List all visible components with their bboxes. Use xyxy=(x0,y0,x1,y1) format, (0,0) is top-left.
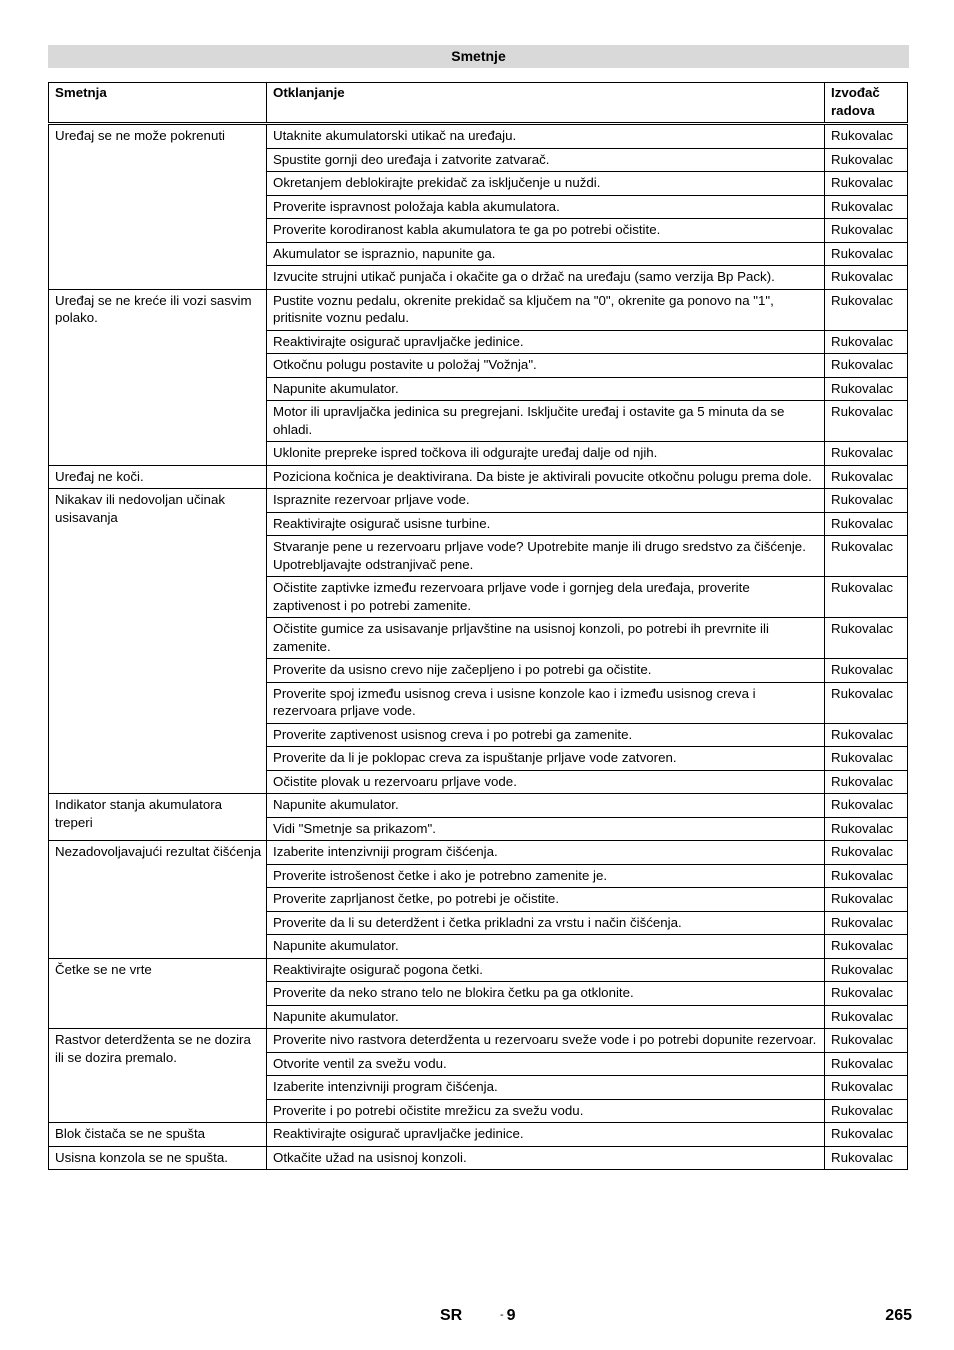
remedy-cell: Reaktivirajte osigurač usisne turbine. xyxy=(267,512,825,536)
footer-section-number: 9 xyxy=(506,1307,516,1324)
by-cell: Rukovalac xyxy=(825,864,908,888)
remedy-cell: Vidi "Smetnje sa prikazom". xyxy=(267,817,825,841)
remedy-cell: Proverite ispravnost položaja kabla akumulatora. xyxy=(267,195,825,219)
table-row xyxy=(49,958,908,982)
remedy-cell: Proverite nivo rastvora deterdženta u rezervoaru sveže vode i po potrebi dopunite rezervoar. xyxy=(267,1029,825,1053)
by-cell: Rukovalac xyxy=(825,682,908,723)
by-cell: Rukovalac xyxy=(825,958,908,982)
by-cell: Rukovalac xyxy=(825,1029,908,1053)
fault-cell: Blok čistača se ne spušta xyxy=(49,1123,267,1147)
by-cell: Rukovalac xyxy=(825,442,908,466)
by-cell: Rukovalac xyxy=(825,723,908,747)
by-cell: Rukovalac xyxy=(825,1099,908,1123)
by-cell: Rukovalac xyxy=(825,148,908,172)
table-body xyxy=(49,124,908,1170)
by-cell: Rukovalac xyxy=(825,747,908,771)
remedy-cell: Otkočnu polugu postavite u položaj "Vožnja". xyxy=(267,354,825,378)
remedy-cell: Reaktivirajte osigurač upravljačke jedinice. xyxy=(267,330,825,354)
table-row xyxy=(49,289,908,330)
remedy-cell: Proverite istrošenost četke i ako je potrebno zamenite je. xyxy=(267,864,825,888)
remedy-cell: Utaknite akumulatorski utikač na uređaju. xyxy=(267,124,825,149)
remedy-cell: Stvaranje pene u rezervoaru prljave vode? Upotrebite manje ili drugo sredstvo za čišćenje. Upotrebljavajte odstranjivač pene. xyxy=(267,536,825,577)
by-cell: Rukovalac xyxy=(825,1146,908,1170)
by-cell: Rukovalac xyxy=(825,172,908,196)
table-row xyxy=(49,124,908,149)
remedy-cell: Napunite akumulator. xyxy=(267,377,825,401)
by-cell: Rukovalac xyxy=(825,289,908,330)
remedy-cell: Okretanjem deblokirajte prekidač za isključenje u nuždi. xyxy=(267,172,825,196)
remedy-cell: Reaktivirajte osigurač upravljačke jedinice. xyxy=(267,1123,825,1147)
by-cell: Rukovalac xyxy=(825,330,908,354)
remedy-cell: Pustite voznu pedalu, okrenite prekidač sa ključem na "0", okrenite ga ponovo na "1", pritisnite voznu pedalu. xyxy=(267,289,825,330)
remedy-cell: Očistite plovak u rezervoaru prljave vode. xyxy=(267,770,825,794)
by-cell: Rukovalac xyxy=(825,354,908,378)
remedy-cell: Proverite da li je poklopac creva za ispuštanje prljave vode zatvoren. xyxy=(267,747,825,771)
by-cell: Rukovalac xyxy=(825,536,908,577)
by-cell: Rukovalac xyxy=(825,935,908,959)
remedy-cell: Proverite korodiranost kabla akumulatora te ga po potrebi očistite. xyxy=(267,219,825,243)
remedy-cell: Očistite zaptivke između rezervoara prljave vode i gornjeg dela uređaja, proverite zaptivenost i po potrebi zamenite. xyxy=(267,577,825,618)
by-cell: Rukovalac xyxy=(825,888,908,912)
by-cell: Rukovalac xyxy=(825,377,908,401)
table-row xyxy=(49,841,908,865)
by-cell: Rukovalac xyxy=(825,219,908,243)
remedy-cell: Proverite zaptivenost usisnog creva i po potrebi ga zamenite. xyxy=(267,723,825,747)
remedy-cell: Izaberite intenzivniji program čišćenja. xyxy=(267,1076,825,1100)
remedy-cell: Spustite gornji deo uređaja i zatvorite zatvarač. xyxy=(267,148,825,172)
remedy-cell: Akumulator se ispraznio, napunite ga. xyxy=(267,242,825,266)
by-cell: Rukovalac xyxy=(825,242,908,266)
table-row xyxy=(49,1029,908,1053)
fault-cell: Uređaj ne koči. xyxy=(49,465,267,489)
remedy-cell: Proverite da neko strano telo ne blokira četku pa ga otklonite. xyxy=(267,982,825,1006)
by-cell: Rukovalac xyxy=(825,512,908,536)
remedy-cell: Ispraznite rezervoar prljave vode. xyxy=(267,489,825,513)
table-row xyxy=(49,489,908,513)
by-cell: Rukovalac xyxy=(825,195,908,219)
footer-dash: - xyxy=(500,1309,504,1321)
header-fault: Smetnja xyxy=(49,83,267,124)
table-row xyxy=(49,465,908,489)
troubleshooting-table xyxy=(48,82,908,1170)
by-cell: Rukovalac xyxy=(825,794,908,818)
fault-cell: Uređaj se ne kreće ili vozi sasvim polako. xyxy=(49,289,267,465)
header-by: Izvođač radova xyxy=(825,83,908,124)
by-cell: Rukovalac xyxy=(825,266,908,290)
by-cell: Rukovalac xyxy=(825,770,908,794)
by-cell: Rukovalac xyxy=(825,401,908,442)
by-cell: Rukovalac xyxy=(825,1076,908,1100)
table-row xyxy=(49,794,908,818)
fault-cell: Nezadovoljavajući rezultat čišćenja xyxy=(49,841,267,959)
by-cell: Rukovalac xyxy=(825,911,908,935)
remedy-cell: Proverite spoj između usisnog creva i usisne konzole kao i između usisnog creva i rezervoara prljave vode. xyxy=(267,682,825,723)
by-cell: Rukovalac xyxy=(825,1123,908,1147)
table-row xyxy=(49,1123,908,1147)
remedy-cell: Reaktivirajte osigurač pogona četki. xyxy=(267,958,825,982)
header-remedy: Otklanjanje xyxy=(267,83,825,124)
section-title: Smetnje xyxy=(48,45,909,68)
by-cell: Rukovalac xyxy=(825,124,908,149)
by-cell: Rukovalac xyxy=(825,982,908,1006)
by-cell: Rukovalac xyxy=(825,817,908,841)
by-cell: Rukovalac xyxy=(825,841,908,865)
remedy-cell: Otkačite užad na usisnoj konzoli. xyxy=(267,1146,825,1170)
fault-cell: Usisna konzola se ne spušta. xyxy=(49,1146,267,1170)
page-number: 265 xyxy=(885,1307,912,1324)
fault-cell: Uređaj se ne može pokrenuti xyxy=(49,124,267,290)
remedy-cell: Otvorite ventil za svežu vodu. xyxy=(267,1052,825,1076)
by-cell: Rukovalac xyxy=(825,1005,908,1029)
table-row xyxy=(49,1146,908,1170)
remedy-cell: Napunite akumulator. xyxy=(267,935,825,959)
by-cell: Rukovalac xyxy=(825,577,908,618)
by-cell: Rukovalac xyxy=(825,465,908,489)
remedy-cell: Motor ili upravljačka jedinica su pregrejani. Isključite uređaj i ostavite ga 5 minuta da se ohladi. xyxy=(267,401,825,442)
remedy-cell: Proverite da li su deterdžent i četka prikladni za vrstu i način čišćenja. xyxy=(267,911,825,935)
fault-cell: Nikakav ili nedovoljan učinak usisavanja xyxy=(49,489,267,794)
remedy-cell: Napunite akumulator. xyxy=(267,794,825,818)
remedy-cell: Poziciona kočnica je deaktivirana. Da biste je aktivirali povucite otkočnu polugu prema dole. xyxy=(267,465,825,489)
footer-language: SR xyxy=(440,1307,463,1324)
fault-cell: Četke se ne vrte xyxy=(49,958,267,1029)
table-header-row xyxy=(49,83,908,124)
by-cell: Rukovalac xyxy=(825,659,908,683)
fault-cell: Indikator stanja akumulatora treperi xyxy=(49,794,267,841)
remedy-cell: Izvucite strujni utikač punjača i okačite ga o držač na uređaju (samo verzija Bp Pack). xyxy=(267,266,825,290)
remedy-cell: Proverite i po potrebi očistite mrežicu za svežu vodu. xyxy=(267,1099,825,1123)
remedy-cell: Očistite gumice za usisavanje prljavštine na usisnoj konzoli, po potrebi ih prevrnite ili zamenite. xyxy=(267,618,825,659)
fault-cell: Rastvor deterdženta se ne dozira ili se dozira premalo. xyxy=(49,1029,267,1123)
footer-section-page xyxy=(500,1307,516,1325)
by-cell: Rukovalac xyxy=(825,618,908,659)
remedy-cell: Uklonite prepreke ispred točkova ili odgurajte uređaj dalje od njih. xyxy=(267,442,825,466)
remedy-cell: Proverite da usisno crevo nije začepljeno i po potrebi ga očistite. xyxy=(267,659,825,683)
remedy-cell: Napunite akumulator. xyxy=(267,1005,825,1029)
by-cell: Rukovalac xyxy=(825,489,908,513)
remedy-cell: Izaberite intenzivniji program čišćenja. xyxy=(267,841,825,865)
remedy-cell: Proverite zaprljanost četke, po potrebi je očistite. xyxy=(267,888,825,912)
by-cell: Rukovalac xyxy=(825,1052,908,1076)
